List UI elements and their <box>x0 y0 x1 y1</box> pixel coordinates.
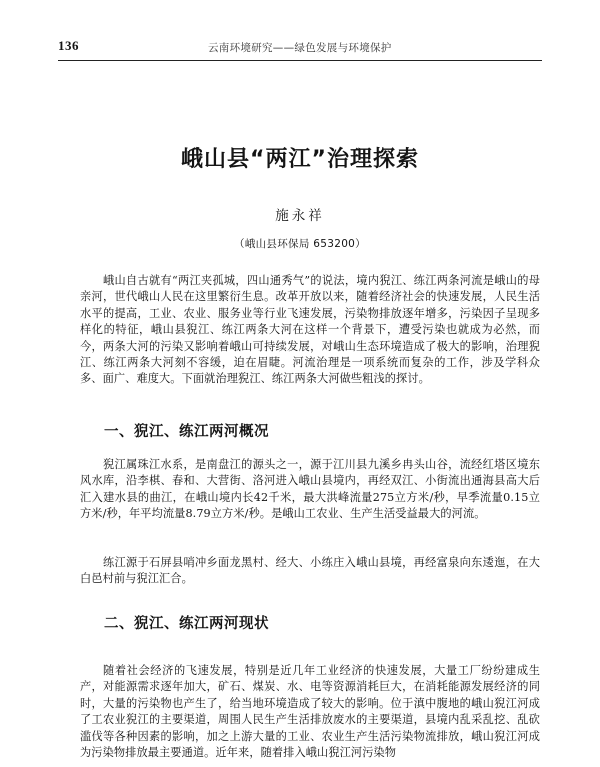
running-head: 云南环境研究——绿色发展与环境保护 <box>208 42 392 54</box>
body-paragraph: 猊江属珠江水系，是南盘江的源头之一，源于江川县九溪乡冉头山谷，流经红塔区境东风水库，沿李棋、春和、大营街、洛河进入峨山县境内，再经双江、小街流出通海县高大后汇入建水县的曲江，在峨山境内长42千米，最大洪峰流量275立方米/秒，早季流量0.15立方米/秒，年平均流量8.79立方米/秒。是峨山工农业、生产生活受益最大的河流。 <box>80 458 540 521</box>
author-affiliation: （峨山县环保局 653200） <box>234 238 366 250</box>
article-title: 峨山县“两江”治理探索 <box>181 147 419 172</box>
header-rule <box>58 60 542 61</box>
section-heading-overview: 一、猊江、练江两河概况 <box>104 424 269 440</box>
author-name: 施永祥 <box>275 208 325 224</box>
page-number: 136 <box>58 38 79 53</box>
section-heading-status: 二、猊江、练江两河现状 <box>104 616 269 632</box>
intro-paragraph: 峨山自古就有“两江夹孤城，四山通秀气”的说法，境内猊江、练江两条河流是峨山的母亲河，世代峨山人民在这里繁衍生息。改革开放以来，随着经济社会的快速发展，人民生活水平的提高，工业、农业、服务业等行业飞速发展，污染物排放逐年增多，污染因子呈现多样化的特征，峨山县猊江、练江两条大河在这样一个背景下，遭受污染也就成为必然，而今，两条大河的污染又影响着峨山可持续发展，对峨山生态环境造成了极大的影响，治理猊江、练江两条大河刻不容缓，迫在眉睫。河流治理是一项系统而复杂的工作，涉及学科众多、面广、难度大。下面就治理猊江、练江两条大河做些粗浅的探讨。 <box>80 274 540 386</box>
body-paragraph: 练江源于石屏县哨冲乡面龙黑村、经大、小练庄入峨山县境，再经富泉向东逶迤，在大白邑村前与猊江汇合。 <box>80 556 540 586</box>
body-paragraph: 随着社会经济的飞速发展，特别是近几年工业经济的快速发展，大量工厂纷纷建成生产，对能源需求逐年加大，矿石、煤炭、水、电等资源消耗巨大，在消耗能源发展经济的同时，大量的污染物也产生了，给当地环境造成了较大的影响。位于滇中腹地的峨山猊江河成了工农业猊江的主要渠道，周围人民生产生活排放废水的主要渠道，县境内乱采乱挖、乱砍滥伐等各种因素的影响，加之上游大量的工业、农业生产生活污染物流排放，峨山猊江河成为污染物排放最主要通道。近年来，随着排入峨山猊江河污染物 <box>80 664 540 760</box>
page-header <box>58 38 558 58</box>
